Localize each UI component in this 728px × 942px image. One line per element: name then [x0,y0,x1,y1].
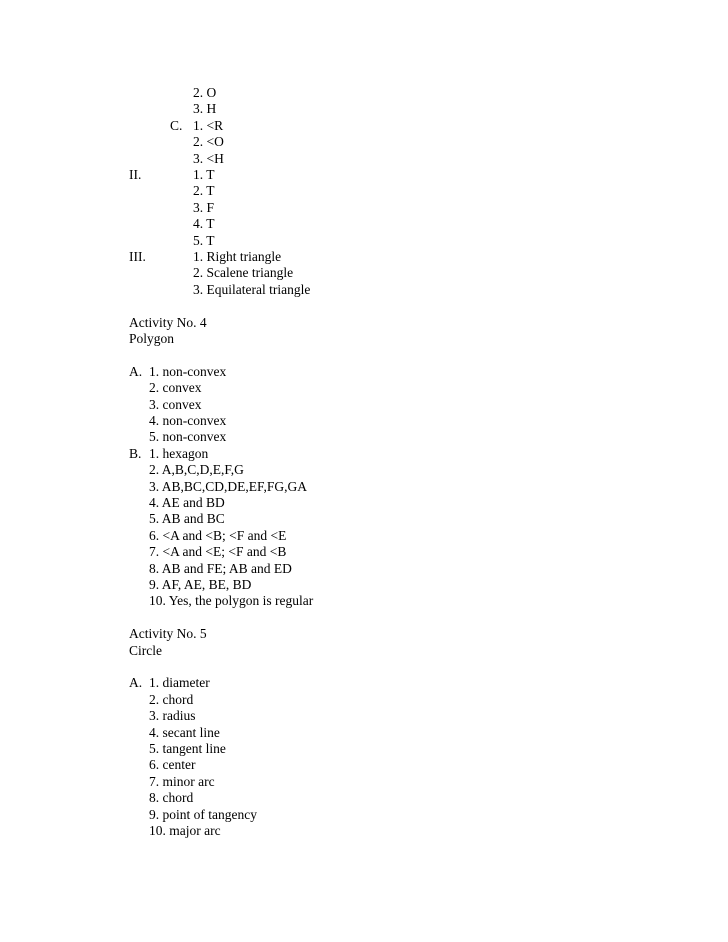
list-item: 2. chord [149,691,194,707]
list-item: 4. non-convex [149,413,227,428]
list-item: 6. center [149,757,196,773]
list-item: 10. major arc [149,823,221,838]
list-item: 3. <H [193,150,224,166]
list-item: 3. Equilateral triangle [193,281,311,297]
list-item: 2. convex [149,380,202,396]
list-item: 1. T [193,167,215,182]
list-item: 9. point of tangency [149,806,257,822]
list-item: 1. <R [193,117,224,133]
list-item: 8. chord [149,790,194,806]
activity-4-subtitle: Polygon [129,331,175,346]
list-item: 10. Yes, the polygon is regular [149,593,314,609]
activity-4-title: Activity No. 4 [129,314,207,330]
list-item: 3. radius [149,708,196,724]
list-item: 1. Right triangle [193,249,282,264]
list-item: 6. <A and <B; <F and <E [149,527,287,543]
list-item: 3. H [193,101,217,117]
activity-4-part-a-label: A. [129,363,143,379]
list-item: 2. A,B,C,D,E,F,G [149,462,244,478]
list-item: 1. non-convex [149,363,227,379]
list-item: 3. convex [149,396,202,412]
list-item: 3. F [193,199,215,215]
list-item: 1. diameter [149,675,210,691]
list-item: 2. O [193,85,217,100]
list-item: 2. Scalene triangle [193,265,294,281]
list-item: 9. AF, AE, BE, BD [149,577,252,592]
section-ii-label: II. [129,167,142,182]
list-item: 8. AB and FE; AB and ED [149,560,292,576]
activity-5-part-a-label: A. [129,675,143,691]
list-item: 5. tangent line [149,741,226,756]
activity-5-title: Activity No. 5 [129,626,207,642]
list-item: 2. T [193,183,215,199]
list-item: 7. minor arc [149,773,215,789]
list-item: 4. secant line [149,724,220,740]
list-item: 4. AE and BD [149,495,225,510]
list-item: 5. non-convex [149,429,227,445]
section-c-label: C. [170,117,183,133]
list-item: 2. <O [193,134,224,150]
section-iii-label: III. [129,249,146,264]
activity-5-subtitle: Circle [129,642,162,658]
activity-4-part-b-label: B. [129,445,142,461]
list-item: 1. hexagon [149,445,209,461]
list-item: 4. T [193,216,215,232]
list-item: 5. T [193,232,215,248]
list-item: 3. AB,BC,CD,DE,EF,FG,GA [149,478,307,494]
list-item: 5. AB and BC [149,511,225,527]
list-item: 7. <A and <E; <F and <B [149,544,287,560]
